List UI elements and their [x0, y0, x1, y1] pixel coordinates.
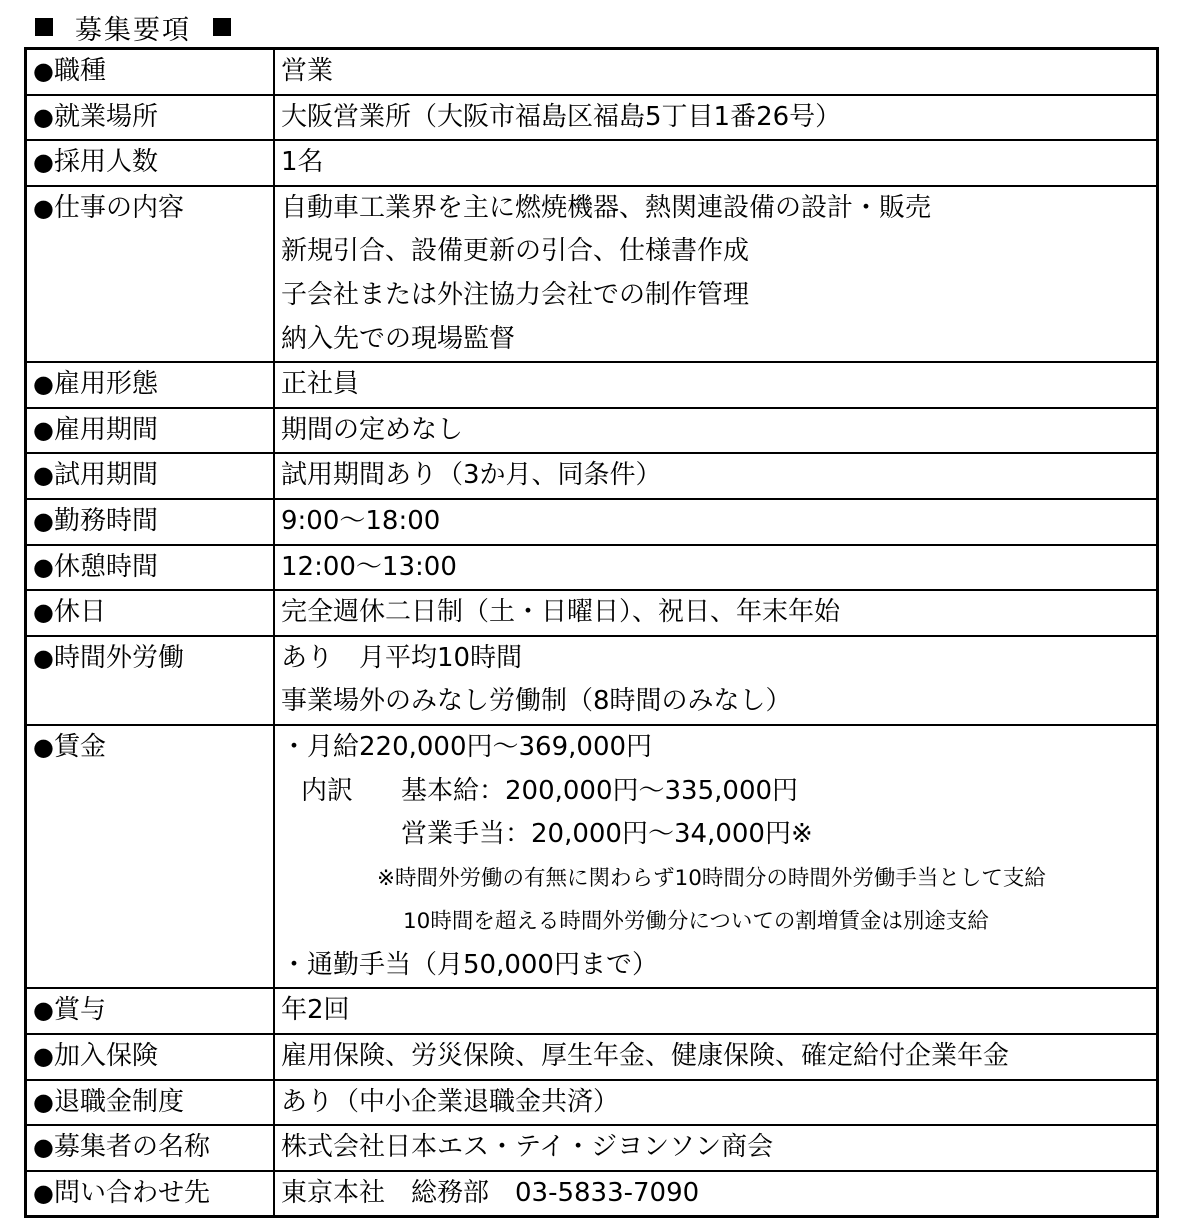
- row-label-cell: [26, 95, 275, 141]
- row-label-cell: [26, 988, 275, 1034]
- row-value-cell: [274, 590, 1158, 636]
- row-value-line: 正社員: [281, 369, 360, 400]
- bullet-icon: ●: [33, 102, 54, 131]
- bullet-icon: ●: [33, 370, 54, 399]
- table-row: [26, 95, 1158, 141]
- bullet-icon: ●: [33, 1042, 54, 1071]
- row-value-line: 試用期間あり（3か月、同条件）: [281, 460, 662, 491]
- row-label-cell: [26, 49, 275, 95]
- table-row: [26, 1171, 1158, 1217]
- row-label: 勤務時間: [53, 505, 158, 536]
- row-value-line: 年2回: [281, 995, 350, 1026]
- wage-commute: ・通勤手当（月50,000円まで）: [281, 949, 658, 980]
- table-row: [26, 408, 1158, 454]
- bullet-icon: ●: [33, 193, 54, 222]
- row-value-line: 納入先での現場監督: [281, 323, 516, 354]
- row-value-line: 子会社または外注協力会社での制作管理: [281, 279, 750, 310]
- row-value-cell: [274, 362, 1158, 408]
- table-row: [26, 49, 1158, 95]
- row-value-line: 事業場外のみなし労働制（8時間のみなし）: [281, 686, 792, 717]
- row-value-cell: [274, 186, 1158, 362]
- wage-breakdown-line: [281, 770, 1156, 814]
- row-label-cell: [26, 1171, 275, 1217]
- row-value-line: 9:00～18:00: [281, 505, 441, 536]
- row-label: 時間外労働: [53, 642, 184, 673]
- row-label: 退職金制度: [53, 1086, 184, 1117]
- row-label-cell: [26, 1080, 275, 1126]
- row-label-cell: [26, 725, 275, 989]
- row-label: 試用期間: [53, 460, 158, 491]
- row-label: 問い合わせ先: [53, 1177, 210, 1208]
- table-row: [26, 1125, 1158, 1171]
- row-value-line: 大阪営業所（大阪市福島区福島5丁目1番26号）: [281, 101, 842, 132]
- bullet-icon: ●: [33, 461, 54, 490]
- table-row: [26, 1080, 1158, 1126]
- row-value-cell: [274, 499, 1158, 545]
- table-row: [26, 988, 1158, 1034]
- row-value-line: 株式会社日本エス・テイ・ジヨンソン商会: [281, 1132, 774, 1163]
- row-label: 仕事の内容: [53, 192, 184, 223]
- row-label: 賃金: [53, 731, 106, 762]
- row-value-line: 12:00～13:00: [281, 551, 457, 582]
- wage-base: 基本給：200,000円～335,000円: [401, 775, 799, 806]
- square-marker-icon: [35, 18, 53, 36]
- table-row: [26, 1034, 1158, 1080]
- table-row: [26, 140, 1158, 186]
- table-row: [26, 362, 1158, 408]
- row-label: 休日: [53, 597, 106, 628]
- row-label-cell: [26, 362, 275, 408]
- row-label-cell: [26, 453, 275, 499]
- row-value-cell: [274, 988, 1158, 1034]
- table-row: [26, 186, 1158, 362]
- wage-note-2: 10時間を超える時間外労働分についての割増賃金は別途支給: [403, 909, 989, 935]
- row-label: 雇用期間: [53, 414, 158, 445]
- row-label-cell: [26, 636, 275, 725]
- row-label-cell: [26, 140, 275, 186]
- row-value-line: 1名: [281, 147, 324, 178]
- bullet-icon: ●: [33, 57, 54, 85]
- row-label: 賞与: [53, 995, 106, 1026]
- row-label: 就業場所: [53, 101, 158, 132]
- row-value-cell: [274, 1034, 1158, 1080]
- row-label: 休憩時間: [53, 551, 158, 582]
- table-row: [26, 453, 1158, 499]
- row-label-cell: [26, 1125, 275, 1171]
- row-label: 加入保険: [53, 1041, 158, 1072]
- table-row: [26, 545, 1158, 591]
- bullet-icon: ●: [33, 996, 54, 1025]
- recruitment-table: [24, 47, 1159, 1218]
- row-value-cell: [274, 1171, 1158, 1217]
- row-value-cell: [274, 725, 1158, 989]
- bullet-icon: ●: [33, 643, 54, 672]
- row-value-cell: [274, 1080, 1158, 1126]
- row-value-line: あり（中小企業退職金共済）: [281, 1086, 620, 1117]
- row-value-line: 営業: [281, 56, 334, 86]
- bullet-icon: ●: [33, 506, 54, 535]
- square-marker-icon: [213, 18, 231, 36]
- bullet-icon: ●: [33, 552, 54, 581]
- row-value-cell: [274, 545, 1158, 591]
- row-value-line: 自動車工業界を主に燃焼機器、熱関連設備の設計・販売: [281, 192, 932, 223]
- bullet-icon: ●: [33, 598, 54, 627]
- row-value-line: 雇用保険、労災保険、厚生年金、健康保険、確定給付企業年金: [281, 1041, 1010, 1072]
- wage-note-1: ※時間外労働の有無に関わらず10時間分の時間外労働手当として支給: [377, 865, 1046, 891]
- row-value-cell: [274, 140, 1158, 186]
- wage-monthly: ・月給220,000円～369,000円: [281, 731, 653, 762]
- row-label-cell: [26, 1034, 275, 1080]
- row-value-line: 完全週休二日制（土・日曜日）、祝日、年末年始: [281, 597, 841, 628]
- page-heading: [35, 7, 231, 47]
- bullet-icon: ●: [33, 1133, 54, 1162]
- row-label-cell: [26, 590, 275, 636]
- row-value-line: あり 月平均10時間: [281, 642, 523, 673]
- row-label: 募集者の名称: [53, 1132, 210, 1163]
- page-title: 募集要項: [75, 14, 191, 46]
- row-label: 採用人数: [53, 147, 158, 178]
- row-label-cell: [26, 186, 275, 362]
- bullet-icon: ●: [33, 1087, 54, 1116]
- table-row: [26, 636, 1158, 725]
- table-row: [26, 590, 1158, 636]
- row-value-cell: [274, 49, 1158, 95]
- row-value-cell: [274, 408, 1158, 454]
- bullet-icon: ●: [33, 732, 54, 761]
- row-label: 職種: [53, 56, 106, 86]
- row-value-line: 東京本社 総務部 03-5833-7090: [281, 1177, 700, 1208]
- row-value-cell: [274, 1125, 1158, 1171]
- row-value-cell: [274, 636, 1158, 725]
- row-label: 雇用形態: [53, 369, 158, 400]
- row-value-line: 新規引合、設備更新の引合、仕様書作成: [281, 236, 750, 267]
- row-label-cell: [26, 499, 275, 545]
- row-value-cell: [274, 453, 1158, 499]
- wage-sales-allowance: 営業手当：20,000円～34,000円※: [401, 819, 813, 850]
- table-row: [26, 725, 1158, 989]
- bullet-icon: ●: [33, 415, 54, 444]
- row-value-cell: [274, 95, 1158, 141]
- table-row: [26, 499, 1158, 545]
- row-label-cell: [26, 545, 275, 591]
- bullet-icon: ●: [33, 1178, 54, 1207]
- bullet-icon: ●: [33, 148, 54, 177]
- row-value-line: 期間の定めなし: [281, 414, 464, 445]
- wage-breakdown-label: 内訳: [301, 775, 354, 806]
- row-label-cell: [26, 408, 275, 454]
